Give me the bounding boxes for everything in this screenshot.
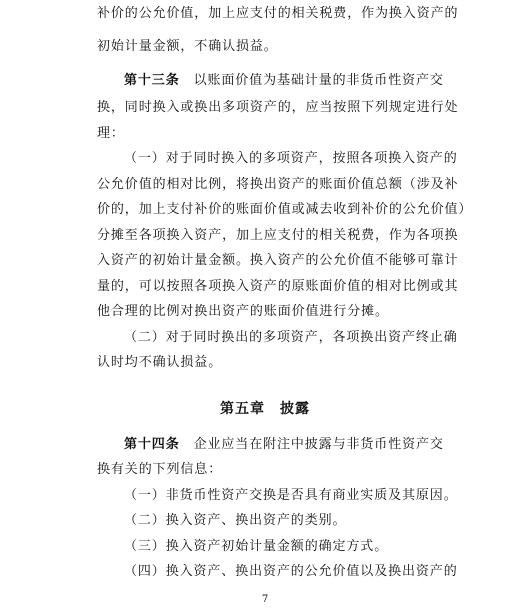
text-line: 企业应当在附注中披露与非货币性资产交 [193, 437, 444, 452]
text-line: 价的，加上支付补价的账面价值或减去收到补价的公允价值） [97, 202, 473, 217]
text-line: 分摊至各项换入资产，加上应支付的相关税费，作为各项换 [97, 228, 459, 243]
article-13-paragraph-start [124, 73, 444, 89]
text-line: （二）换入资产、换出资产的类别。 [124, 513, 347, 528]
text-line: 认时均不确认损益。 [97, 355, 223, 370]
chapter-title: 第五章 披露 [220, 401, 310, 417]
text-line: 初始计量金额，不确认损益。 [97, 39, 278, 54]
text-line: 换，同时换入或换出多项资产的，应当按照下列规定进行处 [97, 100, 459, 115]
text-line: （二）对于同时换出的多项资产，各项换出资产终止确 [124, 330, 458, 345]
text-line: 以账面价值为基础计量的非货币性资产交 [193, 73, 444, 88]
text-line: （一）非货币性资产交换是否具有商业实质及其原因。 [124, 488, 458, 503]
text-line: 理： [97, 126, 125, 141]
text-line: 入资产的初始计量金额。换入资产的公允价值不能够可靠计 [97, 253, 459, 268]
text-line: 换有关的下列信息： [97, 462, 223, 477]
text-line: 公允价值的相对比例，将换出资产的账面价值总额（涉及补 [97, 177, 459, 192]
text-line: 量的，可以按照各项换入资产的原账面价值的相对比例或其 [97, 279, 459, 294]
text-line: （三）换入资产初始计量金额的确定方式。 [124, 539, 389, 554]
article-13-label: 第十三条 [124, 73, 180, 88]
text-line: 他合理的比例对换出资产的账面价值进行分摊。 [97, 304, 389, 319]
text-line: 补价的公允价值，加上应支付的相关税费，作为换入资产的 [97, 6, 459, 21]
article-14-paragraph-start [124, 437, 444, 453]
text-line: （一）对于同时换入的多项资产，按照各项换入资产的 [124, 151, 458, 166]
page-number: 7 [261, 594, 269, 605]
article-14-label: 第十四条 [124, 437, 180, 452]
text-line: （四）换入资产、换出资产的公允价值以及换出资产的 [124, 564, 458, 579]
